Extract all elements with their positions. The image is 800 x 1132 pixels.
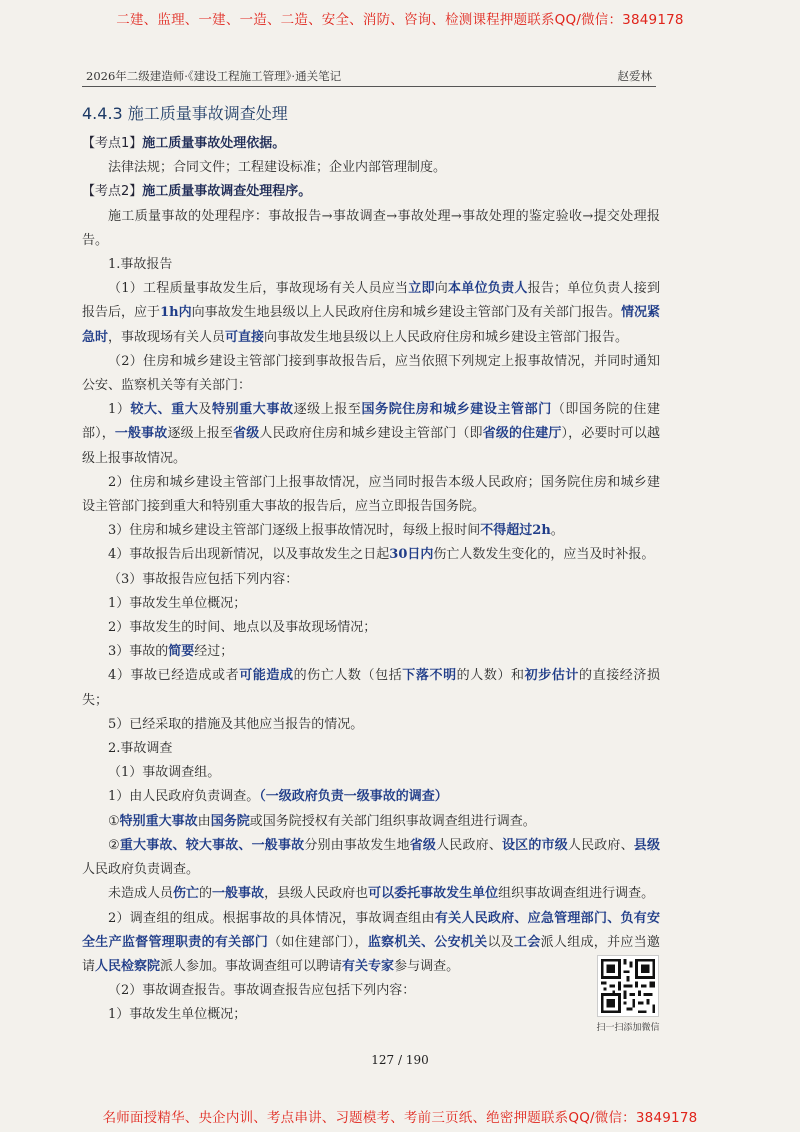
investigation-item-2-1: 1）事故发生单位概况； <box>108 1007 247 1023</box>
emphasized-text: 国务院 <box>210 813 250 829</box>
emphasized-text: 设区的市级 <box>502 837 568 853</box>
emphasized-text: 省级 <box>233 426 260 442</box>
text-run: 参与调查。 <box>394 958 460 974</box>
emphasized-text: 特别重大事故 <box>212 402 294 418</box>
text-run: 伤亡人数发生变化的，应当及时补报。 <box>433 547 655 563</box>
investigation-item-1-1 <box>82 785 660 809</box>
text-run: ，事故现场有关人员 <box>108 329 226 345</box>
report-item-3-2: 2）事故发生的时间、地点以及事故现场情况； <box>108 620 377 636</box>
investigation-item-1-2 <box>82 907 660 980</box>
investigation-item-1-c <box>82 882 660 906</box>
text-run: 组织事故调查组进行调查。 <box>498 886 655 902</box>
text-run: （即国务院的住建部）， <box>82 402 660 442</box>
text-run: ① <box>108 813 120 829</box>
emphasized-text: 县级 <box>633 837 660 853</box>
report-item-3-3 <box>82 640 660 664</box>
text-run: 逐级上报至 <box>293 402 362 418</box>
emphasized-text: 下落不明 <box>402 668 457 684</box>
emphasized-text: 人民检察院 <box>95 958 161 974</box>
key-point-title: 施工质量事故调查处理程序。 <box>142 184 312 200</box>
investigation-item-1-a <box>82 810 660 834</box>
emphasized-text: 有关专家 <box>342 958 395 974</box>
text-run: ，县级人民政府也 <box>264 886 369 902</box>
book-title: 2026年二级建造师·《建设工程施工管理》·通关笔记 <box>86 69 342 83</box>
report-item-2-2: 2）住房和城乡建设主管部门上报事故情况，应当同时报告本级人民政府；国务院住房和城乡建设主管部门接到重大和特别重大事故的报告后，应当立即报告国务院。 <box>82 474 660 515</box>
emphasized-text: 初步估计 <box>524 668 580 684</box>
page-number: 127 / 190 <box>371 1053 429 1067</box>
emphasized-text: 30日内 <box>389 547 434 563</box>
text-run: 未造成人员 <box>108 886 174 902</box>
emphasized-text: 可能造成 <box>239 668 294 684</box>
text-run: 4）事故已经造成或者 <box>108 668 240 684</box>
text-run: 经过； <box>194 644 234 660</box>
text-run: 3）住房和城乡建设主管部门逐级上报事故情况时，每级上报时间 <box>108 523 481 539</box>
emphasized-text: 可直接 <box>225 329 265 345</box>
text-run: 的 <box>199 886 213 902</box>
page-body <box>82 102 660 1028</box>
emphasized-text: 可以委托事故发生单位 <box>368 886 499 902</box>
top-promo-banner: 二建、监理、一建、一造、二造、安全、消防、咨询、检测课程押题联系QQ/微信：3849178 <box>116 12 684 28</box>
text-run: 逐级上报至 <box>167 426 234 442</box>
text-run: 以及 <box>487 934 515 950</box>
emphasized-text: 一般事故 <box>114 426 168 442</box>
report-item-2-1 <box>82 398 660 471</box>
text-run: 1） <box>108 402 131 418</box>
key-point-2 <box>82 180 660 204</box>
emphasized-text: 监察机关、公安机关 <box>367 934 488 950</box>
text-run: 派人参加。事故调查组可以聘请 <box>160 958 343 974</box>
text-run: 人民政府负责调查。 <box>82 862 200 878</box>
text-run: 分别由事故发生地 <box>304 837 410 853</box>
text-run: 2）调查组的组成。根据事故的具体情况，事故调查组由 <box>108 910 435 926</box>
text-run: 或国务院授权有关部门组织事故调查组进行调查。 <box>249 813 536 829</box>
text-run: 。 <box>550 523 564 539</box>
emphasized-text: 省级的住建厅 <box>482 426 562 442</box>
text-run: 向 <box>434 281 449 297</box>
emphasized-text: 国务院住房和城乡建设主管部门 <box>361 402 552 418</box>
text-run: 向事故发生地县级以上人民政府住房和城乡建设主管部门及有关部门报告。 <box>191 305 621 321</box>
text-run: 3）事故的 <box>108 644 169 660</box>
intro-paragraph: 施工质量事故的处理程序：事故报告→事故调查→事故处理→事故处理的鉴定验收→提交处理报告。 <box>82 208 660 248</box>
text-run: 由 <box>197 813 211 829</box>
emphasized-text: 重大事故、较大事故、一般事故 <box>119 837 305 853</box>
emphasized-text: 一般事故 <box>212 886 265 902</box>
investigation-para-2: （2）事故调查报告。事故调查报告应包括下列内容： <box>108 983 416 999</box>
emphasized-text: 立即 <box>408 281 435 297</box>
report-item-3-5: 5）已经采取的措施及其他应当报告的情况。 <box>108 716 364 732</box>
text-run: 人民政府住房和城乡建设主管部门（即 <box>259 426 483 442</box>
report-item-3-4 <box>82 664 660 712</box>
report-para-3: （3）事故报告应包括下列内容： <box>108 571 299 587</box>
emphasized-text: 有关人民政府、应急管理部门、负有安全生产监督管理职责的有关部门 <box>82 910 660 950</box>
report-item-3-1: 1）事故发生单位概况； <box>108 595 247 611</box>
investigation-item-1-b <box>82 834 660 882</box>
key-point-title: 施工质量事故处理依据。 <box>142 136 286 151</box>
key-point-tag: 【考点1】 <box>82 136 143 151</box>
text-run: （1）工程质量事故发生后，事故现场有关人员应当 <box>108 281 409 297</box>
emphasized-text: 简要 <box>168 644 195 660</box>
text-run: （如住建部门）， <box>268 934 368 950</box>
emphasized-text: 伤亡 <box>173 886 200 902</box>
section-title: 4.4.3 施工质量事故调查处理 <box>82 104 288 123</box>
emphasized-text: 较大、重大 <box>130 402 199 418</box>
author-name: 赵爱林 <box>617 69 652 83</box>
emphasized-text: 本单位负责人 <box>448 281 528 297</box>
text-run: 的伤亡人数（包括 <box>293 668 403 684</box>
emphasized-text: 特别重大事故 <box>119 813 198 829</box>
emphasized-text: 工会 <box>514 934 541 950</box>
wechat-qr-code <box>597 955 659 1017</box>
text-run: 及 <box>198 402 213 418</box>
text-run: 向事故发生地县级以上人民政府住房和城乡建设主管部门报告。 <box>264 329 629 345</box>
heading-accident-investigation: 2.事故调查 <box>108 741 173 757</box>
emphasized-text: （一级政府负责一级事故的调查） <box>259 789 448 805</box>
text-run: 的人数）和 <box>456 668 525 684</box>
text-run: 报告；单位负责人接到报告后，应于 <box>82 281 660 321</box>
text-run: 4）事故报告后出现新情况，以及事故发生之日起 <box>108 547 390 563</box>
bottom-promo-banner: 名师面授精华、央企内训、考点串讲、习题模考、考前三页纸、绝密押题联系QQ/微信：3849178 <box>102 1110 698 1126</box>
investigation-para-1: （1）事故调查组。 <box>108 765 221 781</box>
text-run: 派人组成，并应当邀请 <box>82 934 660 974</box>
qr-caption: 扫一扫添加微信 <box>596 1023 660 1033</box>
report-para-2: （2）住房和城乡建设主管部门接到事故报告后，应当依照下列规定上报事故情况，并同时通知公安、监察机关等有关部门： <box>82 353 660 394</box>
text-run: ② <box>108 837 120 853</box>
key-point-1-body: 法律法规；合同文件；工程建设标准；企业内部管理制度。 <box>108 160 447 176</box>
emphasized-text: 不得超过2h <box>480 523 551 539</box>
emphasized-text: 1h内 <box>160 305 192 321</box>
report-item-2-3 <box>82 519 660 543</box>
report-para-1 <box>82 277 660 350</box>
heading-accident-report: 1.事故报告 <box>108 257 173 273</box>
emphasized-text: 情况紧急时 <box>82 305 660 345</box>
report-item-2-4 <box>82 543 660 567</box>
text-run: ），必要时可以越级上报事故情况。 <box>82 426 660 466</box>
text-run: 人民政府、 <box>567 837 634 853</box>
running-header <box>82 66 656 87</box>
key-point-tag: 【考点2】 <box>82 184 143 200</box>
emphasized-text: 省级 <box>409 837 437 853</box>
text-run: 人民政府、 <box>436 837 502 853</box>
text-run: 1）由人民政府负责调查。 <box>108 789 260 805</box>
key-point-1 <box>82 132 660 156</box>
text-run: 的直接经济损失； <box>82 668 660 708</box>
